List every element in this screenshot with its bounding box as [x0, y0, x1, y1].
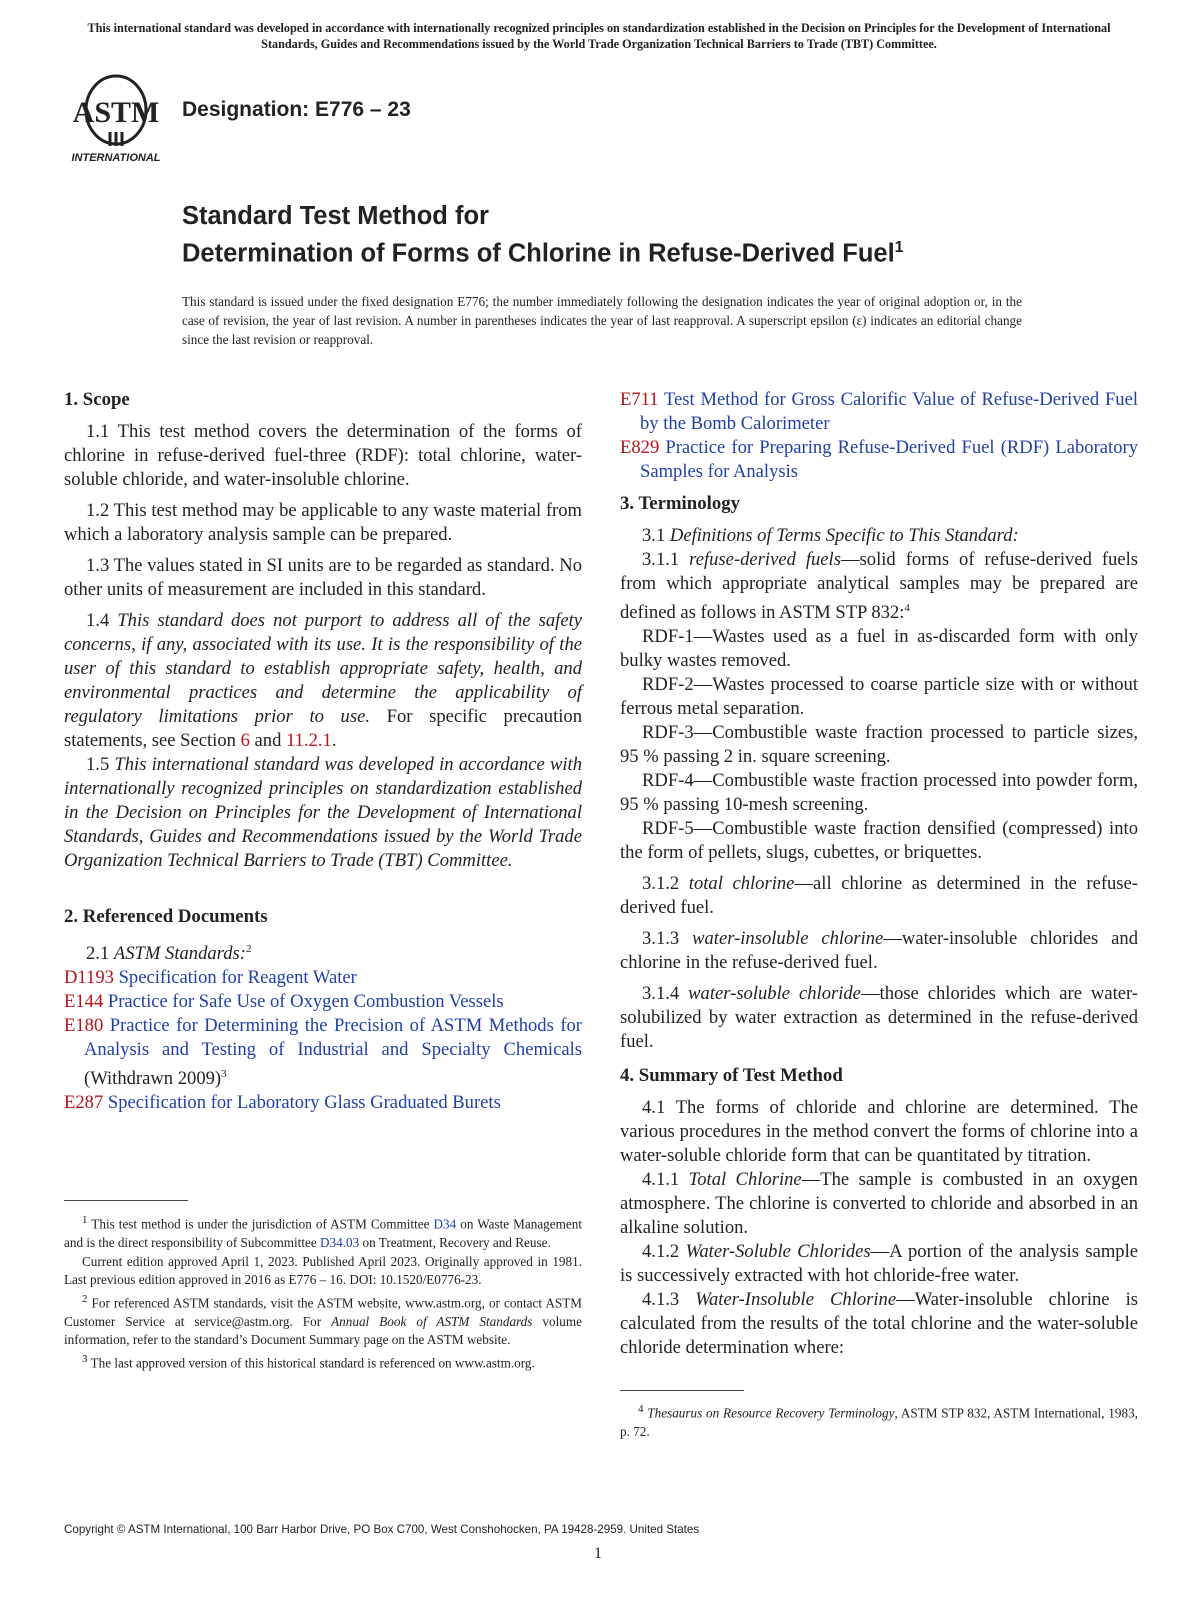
defined-term: refuse-derived fuels	[689, 549, 841, 570]
title-footnote-mark: 1	[894, 239, 904, 256]
paragraph-1-3: 1.3 The values stated in SI units are to be regarded as standard. No other units of measurement are included in this standard.	[64, 555, 582, 600]
section-heading-terminology: 3. Terminology	[620, 493, 741, 514]
committee-d34-link[interactable]: D34	[433, 1216, 457, 1232]
rdf-4-definition: RDF-4—Combustible waste fraction processed into powder form, 95 % passing 10-mesh screening.	[620, 770, 1138, 816]
reference-code[interactable]: E829	[620, 437, 660, 458]
issue-note: This standard is issued under the fixed designation E776; the number immediately following the designation indicates the year of original adoption or, in the case of revision, the year of last revision. A number in parentheses indicates the year of last reapproval. A superscript epsilon (ε) indicates an editorial change since the last revision or reapproval.	[182, 294, 1022, 347]
footnote-text: For referenced ASTM standards, visit the ASTM website, www.astm.org, or contact ASTM Customer Service at service@astm.org. For	[64, 1295, 582, 1329]
para-number: 2.1	[86, 943, 114, 965]
footnote-4	[620, 1400, 1138, 1442]
footnote-text: Annual Book of ASTM Standards	[331, 1313, 533, 1329]
footnote-text: , ASTM STP 832, ASTM International, 1983, p. 72.	[620, 1405, 1138, 1439]
subcommittee-d34-03-link[interactable]: D34.03	[320, 1234, 360, 1250]
para-text: —water-insoluble chlorides and chlorine in the refuse-derived fuel.	[620, 928, 1138, 974]
para-text: —all chlorine as determined in the refuse-derived fuel.	[620, 873, 1138, 919]
reference-e829[interactable]	[620, 436, 1138, 484]
title-main: Determination of Forms of Chlorine in Refuse-Derived Fuel	[182, 239, 895, 268]
paragraph-1-4	[64, 609, 582, 753]
paragraph-4-1-1	[620, 1168, 1138, 1240]
rdf-1-definition: RDF-1—Wastes used as a fuel in as-discarded form with only bulky wastes removed.	[620, 626, 1138, 672]
reference-title[interactable]: Specification for Reagent Water	[113, 967, 357, 989]
para-text: Definitions of Terms Specific to This Standard:	[669, 525, 1019, 546]
reference-e180[interactable]	[64, 1014, 582, 1091]
reference-code[interactable]: E711	[620, 389, 659, 410]
para-number: 3.1.3	[642, 928, 693, 950]
reference-e287[interactable]	[64, 1091, 582, 1115]
reference-code[interactable]: D1193	[64, 967, 114, 989]
reference-title[interactable]: Specification for Laboratory Glass Graduated Burets	[103, 1092, 501, 1114]
wto-notice: This international standard was developed in accordance with internationally recognized principles on standardization established in the Decision on Principles for the Development of International Standards, Guides and Recommendations issued by the World Trade Organization Technical Barriers to Trade (TBT) Committee.	[87, 21, 1111, 51]
withdrawn-note: (Withdrawn 2009)	[84, 1068, 222, 1090]
para-text: —The sample is combusted in an oxygen atmosphere. The chlorine is converted to chloride and absorbed in an alkaline solution.	[620, 1169, 1138, 1239]
paragraph-3-1	[620, 524, 1138, 548]
para-number: 4.1.3	[642, 1289, 696, 1311]
rdf-2-definition: RDF-2—Wastes processed to coarse particle size with or without ferrous metal separation.	[620, 674, 1138, 720]
reference-code[interactable]: E287	[64, 1092, 104, 1114]
paragraph-2-1	[64, 937, 582, 966]
defined-term: Water-Insoluble Chlorine	[695, 1289, 897, 1311]
copyright-line: Copyright © ASTM International, 100 Barr Harbor Drive, PO Box C700, West Conshohocken, PA 19428-2959. United States	[64, 1523, 700, 1536]
reference-code[interactable]: E180	[64, 1015, 104, 1037]
paragraph-1-2: 1.2 This test method may be applicable to any waste material from which a laboratory analysis sample can be prepared.	[64, 500, 582, 545]
reference-title[interactable]: Practice for Safe Use of Oxygen Combustion Vessels	[103, 991, 504, 1013]
footnote-1-edition: Current edition approved April 1, 2023. Published April 2023. Originally approved in 1981. Last previous edition approved in 2016 as E776 – 16. DOI: 10.1520/E0776-23.	[64, 1253, 582, 1288]
reference-title[interactable]: Practice for Determining the Precision of ASTM Methods for Analysis and Testing of Industrial and Specialty Chemicals	[84, 1015, 582, 1061]
reference-e711[interactable]	[620, 388, 1138, 436]
footnote-mark: 1	[82, 1214, 88, 1226]
document-title	[182, 200, 1142, 270]
right-column	[620, 388, 1138, 1360]
paragraph-3-1-1	[620, 548, 1138, 625]
reference-d1193[interactable]	[64, 966, 582, 990]
designation: Designation: E776 – 23	[182, 98, 411, 121]
para-number: 1.4	[86, 610, 118, 631]
footnote-mark: 2	[82, 1292, 88, 1305]
para-text: —Water-insoluble chlorine is calculated from the results of the total chlorine and the water-soluble chloride determination where:	[620, 1289, 1138, 1359]
logo-text: ASTM	[72, 96, 160, 129]
section-heading-summary: 4. Summary of Test Method	[620, 1065, 843, 1087]
para-text: and	[249, 730, 287, 751]
footnote-divider-right	[620, 1390, 744, 1391]
footnote-text: The last approved version of this historical standard is referenced on www.astm.org.	[87, 1355, 535, 1371]
section-11-2-1-link[interactable]: 11.2.1	[286, 730, 332, 751]
footnote-text: This test method is under the jurisdiction of ASTM Committee	[87, 1216, 434, 1232]
para-number: 3.1	[642, 525, 670, 546]
defined-term: total chlorine	[688, 873, 795, 895]
para-text: —those chlorides which are water-solubilized by water extraction as determined in the refuse-derived fuel.	[620, 983, 1139, 1053]
paragraph-3-1-4	[620, 982, 1138, 1054]
reference-title[interactable]: Test Method for Gross Calorific Value of Refuse-Derived Fuel by the Bomb Calorimeter	[640, 389, 1138, 434]
footnote-mark: 3	[221, 1068, 227, 1081]
rdf-5-definition: RDF-5—Combustible waste fraction densified (compressed) into the form of pellets, slugs, cubettes, or briquettes.	[620, 818, 1138, 864]
safety-caveat: This standard does not purport to address all of the safety concerns, if any, associated with its use. It is the responsibility of the user of this standard to establish appropriate safety, health, and environmental practices and determine the applicability of regulatory limitations prior to use.	[64, 610, 583, 727]
section-6-link[interactable]: 6	[240, 730, 250, 751]
astm-logo	[66, 70, 168, 166]
para-number: 3.1.2	[642, 873, 689, 895]
defined-term: water-insoluble chlorine	[692, 928, 884, 950]
para-number: 3.1.4	[642, 983, 689, 1005]
paragraph-1-5	[64, 753, 582, 873]
defined-term: Water-Soluble Chlorides	[685, 1241, 871, 1263]
section-heading-referenced-documents: 2. Referenced Documents	[64, 906, 268, 927]
paragraph-3-1-2	[620, 872, 1138, 920]
reference-title[interactable]: Practice for Preparing Refuse-Derived Fuel (RDF) Laboratory Samples for Analysis	[640, 437, 1138, 482]
section-heading-scope: 1. Scope	[64, 389, 130, 410]
footnote-text: on Waste Management and is the direct responsibility of Subcommittee	[64, 1216, 582, 1250]
reference-code[interactable]: E144	[64, 991, 104, 1013]
para-text: .	[331, 730, 337, 751]
footnote-mark: 4	[638, 1403, 644, 1415]
para-number: 4.1.1	[642, 1169, 689, 1191]
left-column	[64, 388, 582, 1115]
para-text: —A portion of the analysis sample is successively extracted with hot chloride-free water.	[620, 1241, 1139, 1287]
para-text: For specific precaution statements, see Section	[64, 706, 582, 751]
footnote-4-text	[620, 1400, 1138, 1442]
para-text: —solid forms of refuse-derived fuels from which appropriate analytical samples may be prepared are defined as follows in ASTM STP 832:	[620, 549, 1138, 624]
rdf-3-definition: RDF-3—Combustible waste fraction processed to particle sizes, 95 % passing 2 in. square screening.	[620, 722, 1138, 768]
title-line-2	[182, 232, 1142, 270]
astm-logo-icon	[66, 70, 168, 166]
footnote-text: volume information, refer to the standard’s Document Summary page on the ASTM website.	[64, 1313, 582, 1348]
footnotes	[64, 1211, 582, 1373]
para-number: 4.1.2	[642, 1241, 686, 1263]
paragraph-4-1: 4.1 The forms of chloride and chlorine are determined. The various procedures in the method convert the forms of chlorine into a water-soluble chloride form that can be quantitated by titration.	[620, 1097, 1138, 1167]
paragraph-1-1: 1.1 This test method covers the determination of the forms of chlorine in refuse-derived fuel-three (RDF): total chlorine, water-soluble chloride, and water-insoluble chlorine.	[64, 421, 582, 490]
footnote-text: on Treatment, Recovery and Reuse.	[359, 1234, 551, 1250]
footnote-text: Thesaurus on Resource Recovery Terminology	[643, 1405, 895, 1421]
paragraph-4-1-3	[620, 1288, 1138, 1360]
footnote-divider	[64, 1200, 188, 1201]
para-number: 1.5	[86, 754, 115, 775]
logo-subtext: INTERNATIONAL	[71, 152, 161, 164]
footnote-2	[64, 1290, 582, 1350]
footnote-mark: 3	[82, 1352, 88, 1365]
title-line-1: Standard Test Method for	[182, 202, 489, 230]
paragraph-3-1-3	[620, 927, 1138, 975]
footnote-mark: 2	[245, 943, 252, 955]
defined-term: water-soluble chloride	[688, 983, 861, 1005]
page-number: 1	[594, 1545, 602, 1562]
para-number: 3.1.1	[642, 549, 690, 570]
reference-e144[interactable]	[64, 990, 582, 1014]
wto-statement: This international standard was developed in accordance with internationally recognized principles on standardization established in the Decision on Principles for the Development of International Standards, Guides and Recommendations issued by the World Trade Organization Technical Barriers to Trade (TBT) Committee.	[64, 754, 583, 871]
para-text: ASTM Standards:	[113, 943, 246, 965]
paragraph-4-1-2	[620, 1240, 1138, 1288]
footnote-1	[64, 1211, 582, 1253]
defined-term: Total Chlorine	[688, 1169, 802, 1191]
footnote-mark: 4	[904, 602, 910, 614]
footnote-3	[64, 1350, 582, 1373]
